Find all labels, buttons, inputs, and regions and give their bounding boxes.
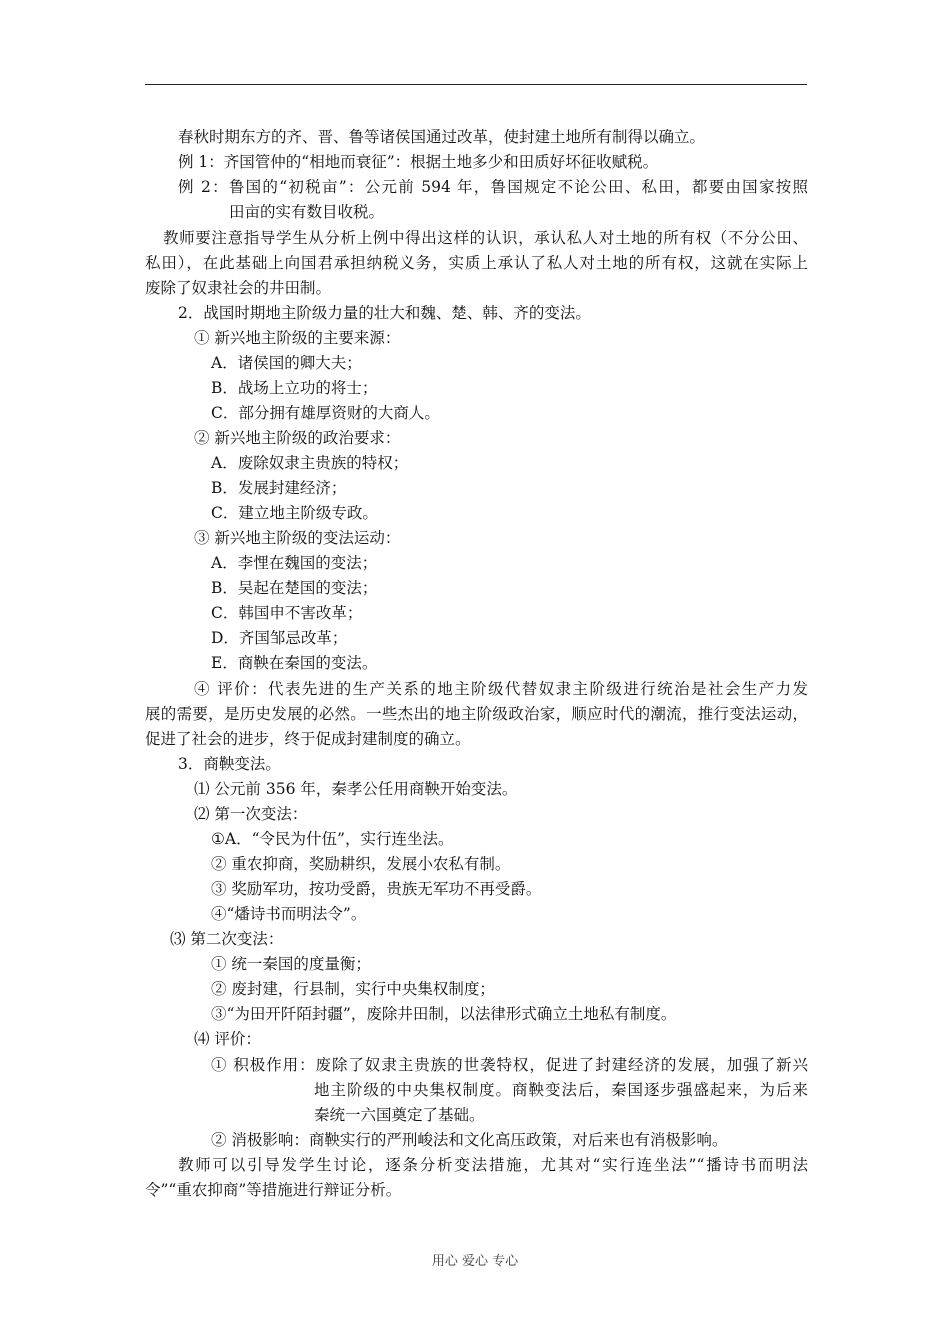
text-line: ② 新兴地主阶级的政治要求： <box>194 429 401 447</box>
list-item-continuation: 地主阶级的中央集权制度。商鞅变法后，秦国逐步强盛起来，为后来 <box>314 1081 808 1099</box>
text-line: 例 1：齐国管仲的“相地而衰征”：根据土地多少和田质好坏征收赋税。 <box>178 153 659 171</box>
list-item: C．韩国申不害改革； <box>211 604 363 622</box>
text-line: ③ 新兴地主阶级的变法运动： <box>194 529 401 547</box>
list-item: E．商鞅在秦国的变法。 <box>211 654 378 672</box>
text-line: 促进了社会的进步，终于促成封建制度的确立。 <box>145 730 471 748</box>
list-item: ④“燔诗书而明法令”。 <box>211 905 367 923</box>
list-item: C．部分拥有雄厚资财的大商人。 <box>211 404 440 422</box>
text-line: ④ 评价：代表先进的生产关系的地主阶级代替奴隶主阶级进行统治是社会生产力发 <box>194 680 808 698</box>
list-item: ③“为田开阡陌封疆”，废除井田制，以法律形式确立土地私有制度。 <box>211 1005 677 1023</box>
list-item: B．战场上立功的将士； <box>211 379 378 397</box>
section-heading: 2．战国时期地主阶级力量的壮大和魏、楚、韩、齐的变法。 <box>178 304 591 322</box>
text-line: 展的需要，是历史发展的必然。一些杰出的地主阶级政治家，顺应时代的潮流，推行变法运动， <box>145 705 808 723</box>
text-line: 田亩的实有数目收税。 <box>229 203 385 221</box>
list-item: ① 统一秦国的度量衡； <box>211 955 371 973</box>
text-line: ⑵ 第一次变法： <box>194 805 308 823</box>
text-line: 废除了奴隶社会的井田制。 <box>145 279 332 297</box>
list-item: D．齐国邹忌改革； <box>211 629 348 647</box>
text-line: 令”“重农抑商”等措施进行辩证分析。 <box>145 1181 402 1199</box>
page-footer: 用心 爱心 专心 <box>431 1254 519 1269</box>
list-item: ② 重农抑商，奖励耕织，发展小农私有制。 <box>211 855 511 873</box>
section-heading: 3．商鞅变法。 <box>178 755 281 773</box>
list-item-continuation: 秦统一六国奠定了基础。 <box>314 1106 485 1124</box>
list-item: ① 积极作用：废除了奴隶主贵族的世袭特权，促进了封建经济的发展，加强了新兴 <box>211 1056 808 1074</box>
text-line: ⑴ 公元前 356 年，秦孝公任用商鞅开始变法。 <box>194 780 518 798</box>
text-line: ⑶ 第二次变法： <box>170 930 284 948</box>
text-line: 春秋时期东方的齐、晋、鲁等诸侯国通过改革，使封建土地所有制得以确立。 <box>178 128 706 146</box>
text-line: 例 2：鲁国的“初税亩”：公元前 594 年，鲁国规定不论公田、私田，都要由国家按照 <box>178 178 808 196</box>
list-item: B．吴起在楚国的变法； <box>211 579 378 597</box>
list-item: B．发展封建经济； <box>211 479 347 497</box>
text-line: 私田），在此基础上向国君承担纳税义务，实质上承认了私人对土地的所有权，这就在实际上 <box>145 254 808 272</box>
list-item: ③ 奖励军功，按功受爵，贵族无军功不再受爵。 <box>211 880 542 898</box>
text-line: ⑷ 评价： <box>194 1030 261 1048</box>
list-item: ② 废封建，行县制，实行中央集权制度； <box>211 980 495 998</box>
list-item: ② 消极影响：商鞅实行的严刑峻法和文化高压政策，对后来也有消极影响。 <box>211 1131 728 1149</box>
header-rule <box>145 84 807 85</box>
list-item: A．废除奴隶主贵族的特权； <box>211 454 409 472</box>
text-line: 教师要注意指导学生从分析上例中得出这样的认识，承认私人对土地的所有权（不分公田、 <box>163 229 808 247</box>
list-item: A．诸侯国的卿大夫； <box>211 354 362 372</box>
list-item: ①A．“令民为什伍”，实行连坐法。 <box>211 830 454 848</box>
text-line: ① 新兴地主阶级的主要来源： <box>194 329 401 347</box>
list-item: C．建立地主阶级专政。 <box>211 504 378 522</box>
text-line: 教师可以引导发学生讨论，逐条分析变法措施，尤其对“实行连坐法”“播诗书而明法 <box>178 1156 808 1174</box>
list-item: A．李悝在魏国的变法； <box>211 554 378 572</box>
